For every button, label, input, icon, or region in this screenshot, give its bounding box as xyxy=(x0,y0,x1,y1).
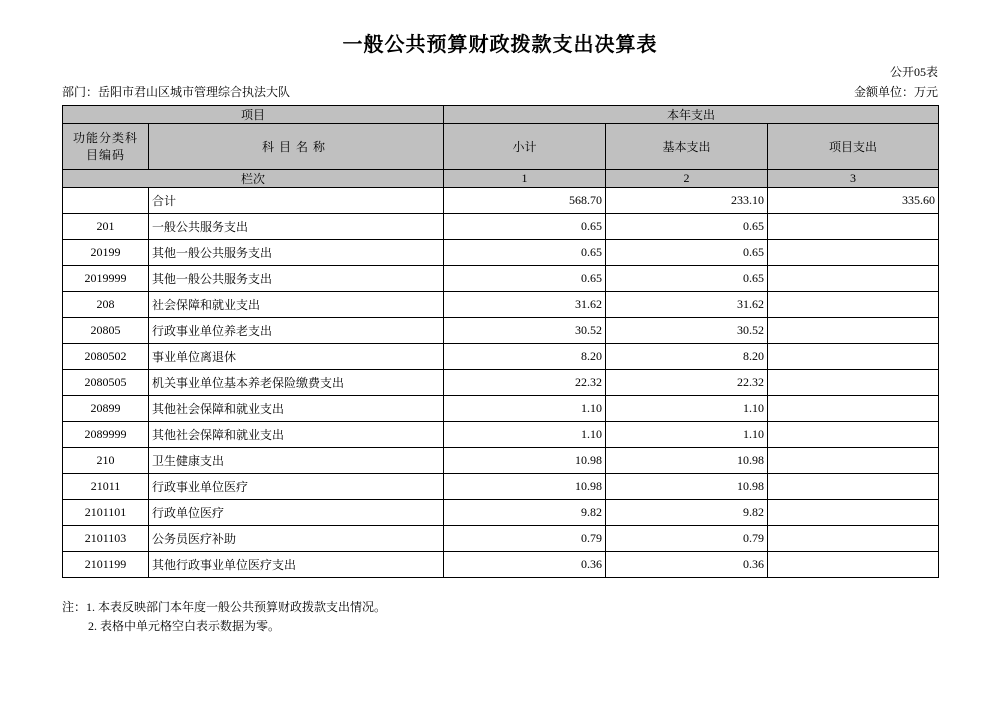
cell-project-expense: 335.60 xyxy=(768,188,939,214)
table-row xyxy=(63,370,939,396)
cell-subject-name: 社会保障和就业支出 xyxy=(149,292,444,318)
cell-subtotal: 31.62 xyxy=(444,292,606,318)
cell-subtotal: 10.98 xyxy=(444,448,606,474)
header-year-expense-group: 本年支出 xyxy=(444,106,939,124)
cell-function-code: 20199 xyxy=(63,240,149,266)
cell-subject-name: 其他一般公共服务支出 xyxy=(149,240,444,266)
table-row xyxy=(63,188,939,214)
cell-basic-expense: 31.62 xyxy=(606,292,768,318)
meta-row xyxy=(62,83,938,100)
cell-project-expense xyxy=(768,318,939,344)
cell-subtotal: 30.52 xyxy=(444,318,606,344)
cell-function-code: 2080505 xyxy=(63,370,149,396)
cell-subtotal: 1.10 xyxy=(444,422,606,448)
cell-function-code: 208 xyxy=(63,292,149,318)
cell-project-expense xyxy=(768,370,939,396)
table-row xyxy=(63,266,939,292)
header-project-expense: 项目支出 xyxy=(768,124,939,170)
cell-subject-name: 行政单位医疗 xyxy=(149,500,444,526)
cell-function-code: 210 xyxy=(63,448,149,474)
cell-basic-expense: 233.10 xyxy=(606,188,768,214)
cell-subject-name: 机关事业单位基本养老保险缴费支出 xyxy=(149,370,444,396)
cell-function-code: 2089999 xyxy=(63,422,149,448)
table-row xyxy=(63,318,939,344)
lanci-label: 栏次 xyxy=(63,170,444,188)
cell-basic-expense: 10.98 xyxy=(606,448,768,474)
cell-function-code: 2101103 xyxy=(63,526,149,552)
header-subject-name: 科目名称 xyxy=(149,124,444,170)
lanci-col-1: 1 xyxy=(444,170,606,188)
cell-function-code: 2080502 xyxy=(63,344,149,370)
cell-subtotal: 0.65 xyxy=(444,266,606,292)
cell-project-expense xyxy=(768,500,939,526)
cell-subtotal: 1.10 xyxy=(444,396,606,422)
cell-subject-name: 一般公共服务支出 xyxy=(149,214,444,240)
cell-project-expense xyxy=(768,292,939,318)
cell-project-expense xyxy=(768,396,939,422)
unit-label: 金额单位：万元 xyxy=(853,85,938,99)
table-header xyxy=(63,106,939,188)
header-subtotal: 小计 xyxy=(444,124,606,170)
cell-project-expense xyxy=(768,214,939,240)
table-body xyxy=(63,188,939,578)
cell-subtotal: 0.79 xyxy=(444,526,606,552)
header-columns-row xyxy=(63,124,939,170)
header-basic-expense: 基本支出 xyxy=(606,124,768,170)
table-row xyxy=(63,292,939,318)
table-row xyxy=(63,344,939,370)
table-row xyxy=(63,214,939,240)
cell-subtotal: 568.70 xyxy=(444,188,606,214)
cell-function-code: 2101199 xyxy=(63,552,149,578)
cell-subtotal: 0.65 xyxy=(444,214,606,240)
lanci-col-2: 2 xyxy=(606,170,768,188)
cell-project-expense xyxy=(768,526,939,552)
budget-table xyxy=(62,105,939,578)
cell-function-code: 201 xyxy=(63,214,149,240)
table-row xyxy=(63,474,939,500)
header-project-group: 项目 xyxy=(63,106,444,124)
cell-basic-expense: 8.20 xyxy=(606,344,768,370)
table-row xyxy=(63,552,939,578)
cell-basic-expense: 0.79 xyxy=(606,526,768,552)
cell-subtotal: 0.65 xyxy=(444,240,606,266)
footnote-line-2: 2. 表格中单元格空白表示数据为零。 xyxy=(88,619,281,633)
cell-project-expense xyxy=(768,266,939,292)
header-group-row xyxy=(63,106,939,124)
lanci-col-3: 3 xyxy=(768,170,939,188)
footnotes xyxy=(62,598,386,636)
page-title: 一般公共预算财政拨款支出决算表 xyxy=(342,34,658,56)
form-code-label: 公开05表 xyxy=(889,65,938,79)
cell-function-code: 20899 xyxy=(63,396,149,422)
department-label: 部门：岳阳市君山区城市管理综合执法大队 xyxy=(62,85,291,99)
cell-basic-expense: 0.65 xyxy=(606,214,768,240)
cell-function-code: 2101101 xyxy=(63,500,149,526)
cell-subtotal: 10.98 xyxy=(444,474,606,500)
cell-basic-expense: 0.36 xyxy=(606,552,768,578)
cell-subject-name: 其他行政事业单位医疗支出 xyxy=(149,552,444,578)
footnote-line-1: 注：1. 本表反映部门本年度一般公共预算财政拨款支出情况。 xyxy=(62,600,387,614)
cell-function-code xyxy=(63,188,149,214)
table-row xyxy=(63,500,939,526)
cell-project-expense xyxy=(768,552,939,578)
cell-basic-expense: 1.10 xyxy=(606,396,768,422)
cell-subject-name: 事业单位离退休 xyxy=(149,344,444,370)
cell-subtotal: 8.20 xyxy=(444,344,606,370)
cell-subject-name: 合计 xyxy=(149,188,444,214)
header-function-code: 功能分类科目编码 xyxy=(63,124,149,170)
cell-basic-expense: 30.52 xyxy=(606,318,768,344)
cell-subtotal: 0.36 xyxy=(444,552,606,578)
cell-subject-name: 其他一般公共服务支出 xyxy=(149,266,444,292)
cell-subject-name: 其他社会保障和就业支出 xyxy=(149,396,444,422)
cell-project-expense xyxy=(768,448,939,474)
table-row xyxy=(63,422,939,448)
cell-subject-name: 公务员医疗补助 xyxy=(149,526,444,552)
cell-subject-name: 卫生健康支出 xyxy=(149,448,444,474)
cell-subject-name: 其他社会保障和就业支出 xyxy=(149,422,444,448)
table-row xyxy=(63,526,939,552)
cell-subtotal: 22.32 xyxy=(444,370,606,396)
cell-project-expense xyxy=(768,474,939,500)
cell-basic-expense: 9.82 xyxy=(606,500,768,526)
table-row xyxy=(63,240,939,266)
column-index-row xyxy=(63,170,939,188)
cell-function-code: 20805 xyxy=(63,318,149,344)
cell-project-expense xyxy=(768,344,939,370)
cell-project-expense xyxy=(768,240,939,266)
cell-subtotal: 9.82 xyxy=(444,500,606,526)
cell-basic-expense: 0.65 xyxy=(606,240,768,266)
cell-subject-name: 行政事业单位医疗 xyxy=(149,474,444,500)
cell-project-expense xyxy=(768,422,939,448)
cell-basic-expense: 22.32 xyxy=(606,370,768,396)
cell-basic-expense: 0.65 xyxy=(606,266,768,292)
cell-function-code: 21011 xyxy=(63,474,149,500)
table-row xyxy=(63,448,939,474)
cell-function-code: 2019999 xyxy=(63,266,149,292)
cell-subject-name: 行政事业单位养老支出 xyxy=(149,318,444,344)
cell-basic-expense: 10.98 xyxy=(606,474,768,500)
cell-basic-expense: 1.10 xyxy=(606,422,768,448)
table-row xyxy=(63,396,939,422)
